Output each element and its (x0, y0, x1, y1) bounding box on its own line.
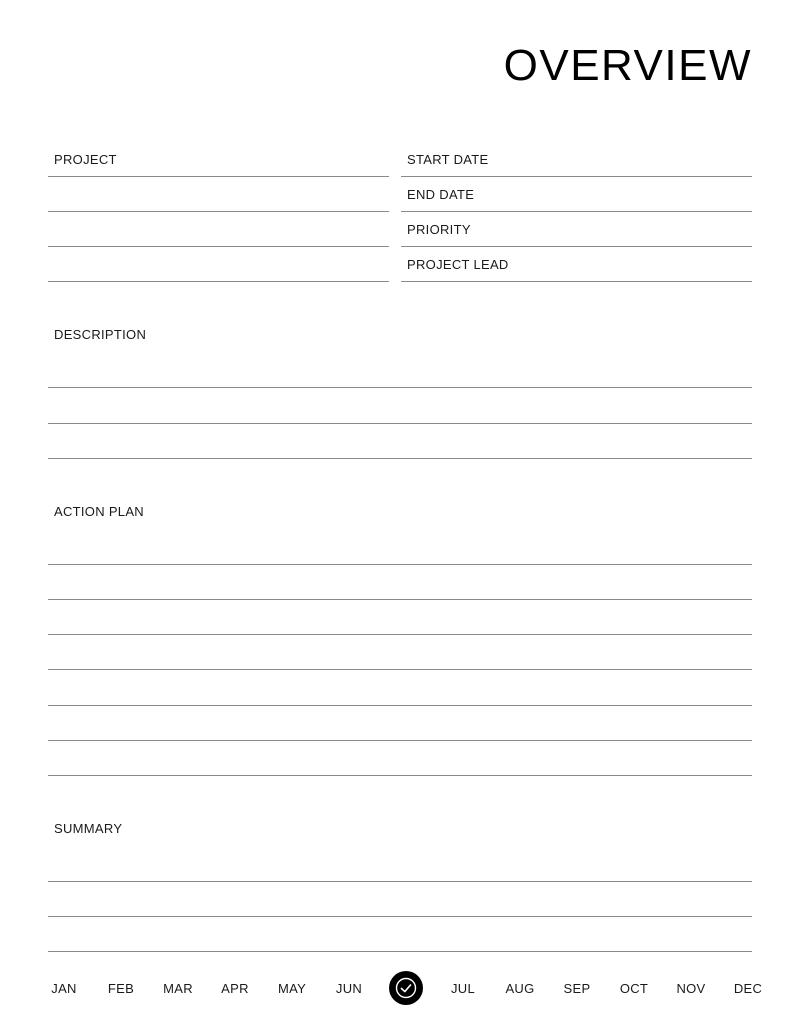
month-jun[interactable]: JUN (335, 980, 363, 996)
month-apr[interactable]: APR (221, 980, 249, 996)
month-may[interactable]: MAY (277, 980, 307, 996)
check-mark-icon (395, 977, 417, 999)
month-jul[interactable]: JUL (450, 980, 476, 996)
page-title: OVERVIEW (503, 41, 752, 90)
start-date-field[interactable] (401, 142, 752, 177)
action-plan-heading: ACTION PLAN (54, 504, 144, 519)
summary-line-3[interactable] (48, 951, 752, 952)
priority-label: PRIORITY (407, 222, 471, 237)
action-plan-line-7[interactable] (48, 775, 752, 776)
start-date-label: START DATE (407, 152, 489, 167)
action-plan-line-5[interactable] (48, 705, 752, 706)
month-jan[interactable]: JAN (51, 980, 77, 996)
project-lead-field[interactable] (401, 247, 752, 282)
priority-field[interactable] (401, 212, 752, 247)
description-heading: DESCRIPTION (54, 327, 147, 342)
project-line-4[interactable] (48, 247, 389, 282)
description-line-1[interactable] (48, 387, 752, 388)
description-line-3[interactable] (48, 458, 752, 459)
action-plan-line-6[interactable] (48, 740, 752, 741)
end-date-field[interactable] (401, 177, 752, 212)
project-lead-label: PROJECT LEAD (407, 257, 509, 272)
check-circle-icon (389, 971, 423, 1005)
project-line-3[interactable] (48, 212, 389, 247)
action-plan-line-2[interactable] (48, 599, 752, 600)
summary-heading: SUMMARY (54, 821, 123, 836)
month-aug[interactable]: AUG (505, 980, 535, 996)
description-line-2[interactable] (48, 423, 752, 424)
project-field[interactable] (48, 142, 389, 177)
month-strip (36, 968, 776, 1008)
month-sep[interactable]: SEP (563, 980, 591, 996)
action-plan-line-1[interactable] (48, 564, 752, 565)
month-feb[interactable]: FEB (107, 980, 135, 996)
action-plan-line-3[interactable] (48, 634, 752, 635)
summary-line-1[interactable] (48, 881, 752, 882)
month-nov[interactable]: NOV (676, 980, 706, 996)
action-plan-line-4[interactable] (48, 669, 752, 670)
end-date-label: END DATE (407, 187, 475, 202)
project-label: PROJECT (54, 152, 117, 167)
month-oct[interactable]: OCT (619, 980, 649, 996)
month-dec[interactable]: DEC (733, 980, 763, 996)
month-mar[interactable]: MAR (163, 980, 193, 996)
summary-line-2[interactable] (48, 916, 752, 917)
project-line-2[interactable] (48, 177, 389, 212)
